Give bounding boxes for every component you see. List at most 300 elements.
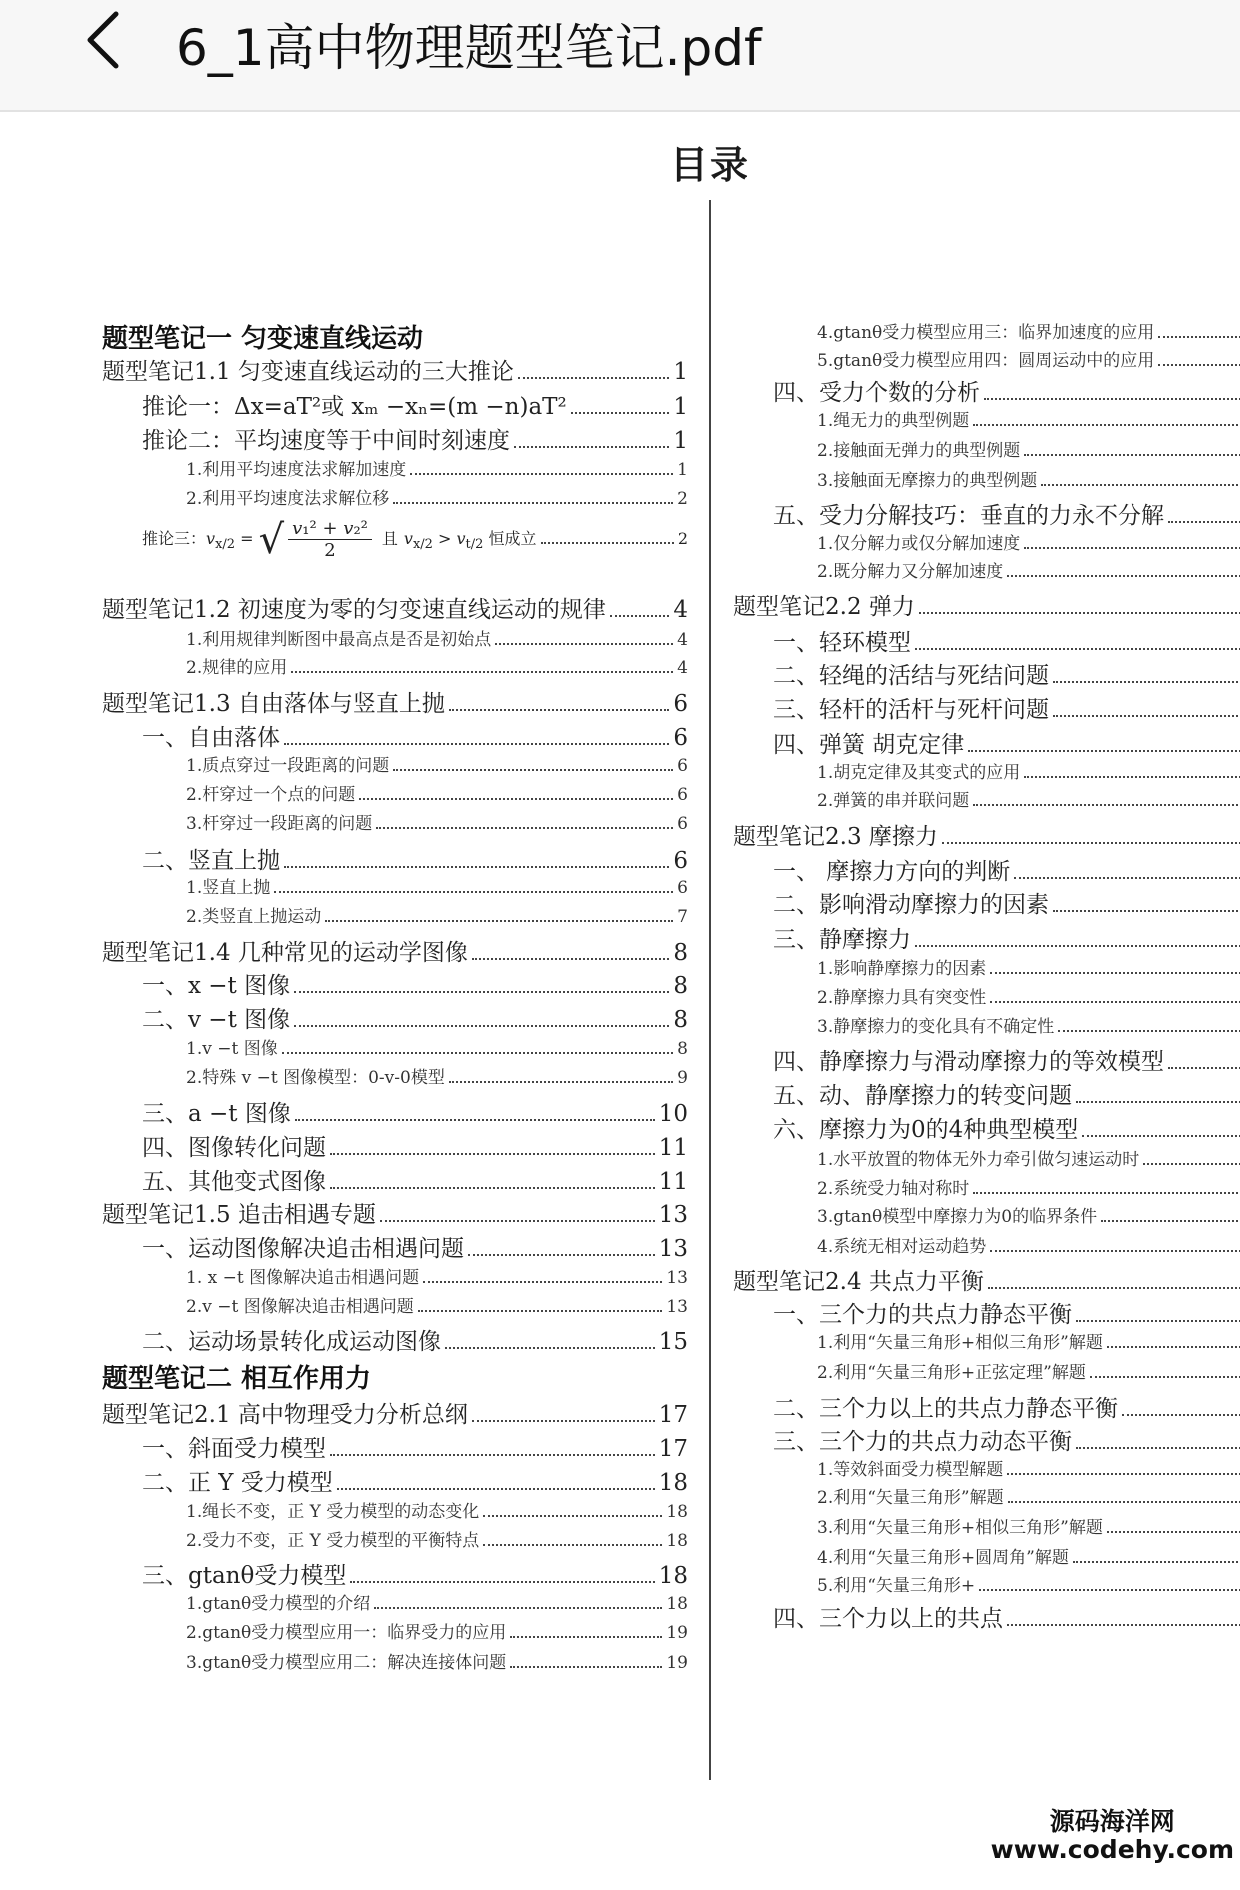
toc-entry-label: 1.绳长不变，正 Y 受力模型的动态变化 bbox=[186, 1502, 480, 1522]
toc-leader-dots bbox=[423, 1281, 662, 1283]
toc-leader-dots bbox=[282, 1052, 673, 1054]
toc-leader-dots bbox=[541, 542, 674, 544]
toc-entry[interactable] bbox=[817, 1145, 1240, 1171]
toc-entry[interactable] bbox=[142, 719, 688, 752]
watermark bbox=[991, 1808, 1234, 1866]
watermark-text: 源码海洋网 bbox=[1049, 1806, 1175, 1836]
toc-entry-label: 一、斜面受力模型 bbox=[142, 1436, 326, 1462]
toc-leader-dots bbox=[968, 750, 1240, 752]
toc-page-number: 2 bbox=[677, 489, 688, 509]
toc-entry-label: 一、运动图像解决追击相遇问题 bbox=[142, 1236, 464, 1262]
toc-entry-label: 四、图像转化问题 bbox=[142, 1135, 326, 1161]
toc-page-number: 1 bbox=[673, 359, 688, 385]
toc-entry-label: 四、静摩擦力与滑动摩擦力的等效模型 bbox=[773, 1049, 1164, 1075]
column-divider bbox=[709, 200, 711, 1780]
toc-leader-dots bbox=[330, 1454, 655, 1456]
pdf-page[interactable] bbox=[0, 112, 1240, 1875]
toc-entry-label: 五、动、静摩擦力的转变问题 bbox=[773, 1083, 1072, 1109]
toc-entry-label: 二、竖直上抛 bbox=[142, 848, 280, 874]
back-button[interactable] bbox=[78, 4, 138, 84]
toc-entry-label: 2.弹簧的串并联问题 bbox=[817, 791, 970, 811]
toc-entry[interactable] bbox=[186, 1589, 688, 1615]
toc-page-number: 8 bbox=[677, 1039, 688, 1059]
toc-page-number: 4 bbox=[673, 597, 688, 623]
toc-entry[interactable] bbox=[186, 902, 688, 928]
toc-leader-dots bbox=[919, 612, 1240, 614]
toc-page-number: 6 bbox=[677, 878, 688, 898]
toc-entry-label: 二、轻绳的活结与死结问题 bbox=[773, 663, 1049, 689]
toc-entry[interactable] bbox=[817, 318, 1240, 344]
toc-entry-label: 题型笔记1.3 自由落体与竖直上抛 bbox=[102, 691, 445, 717]
toc-entry-label: 一、三个力的共点力静态平衡 bbox=[773, 1302, 1072, 1328]
toc-entry[interactable] bbox=[186, 625, 688, 651]
toc-page-number: 13 bbox=[666, 1297, 688, 1317]
toc-entry-tail: 恒成立 bbox=[488, 529, 537, 548]
toc-entry-label: 2.特殊 v −t 图像模型：0-v-0模型 bbox=[186, 1068, 445, 1088]
toc-entry-label: 5.gtanθ受力模型应用四：圆周运动中的应用 bbox=[817, 351, 1155, 371]
toc-page-number: 6 bbox=[673, 848, 688, 874]
toc-entry-label: 2.v −t 图像解决追击相遇问题 bbox=[186, 1297, 414, 1317]
toc-page-number: 13 bbox=[658, 1236, 688, 1262]
toc-entry-label: 1. x −t 图像解决追击相遇问题 bbox=[186, 1268, 420, 1288]
toc-entry-label: 2.静摩擦力具有突变性 bbox=[817, 988, 987, 1008]
toc-entry[interactable] bbox=[142, 842, 688, 875]
toc-leader-dots bbox=[915, 648, 1240, 650]
toc-page-number: 11 bbox=[658, 1169, 688, 1195]
toc-entry[interactable] bbox=[817, 1328, 1240, 1354]
toc-entry[interactable] bbox=[186, 455, 688, 481]
toc-entry[interactable] bbox=[773, 1077, 1240, 1110]
toc-entry[interactable] bbox=[102, 353, 688, 386]
toc-entry-conjunction: 且 bbox=[381, 529, 398, 548]
toc-entry[interactable] bbox=[773, 1390, 1240, 1423]
toc-leader-dots bbox=[483, 1515, 662, 1517]
toc-leader-dots bbox=[988, 1287, 1240, 1289]
toc-entry-label: 3.利用“矢量三角形+相似三角形”解题 bbox=[817, 1518, 1103, 1538]
toc-entry-label: 推论二：平均速度等于中间时刻速度 bbox=[142, 428, 510, 454]
toc-entry-label: 推论三： bbox=[142, 529, 207, 548]
toc-leader-dots bbox=[1014, 877, 1240, 879]
toc-leader-dots bbox=[350, 1581, 654, 1583]
toc-entry[interactable] bbox=[817, 1483, 1240, 1509]
toc-entry-label: 四、三个力以上的共点 bbox=[773, 1606, 1003, 1632]
toc-entry[interactable] bbox=[817, 1513, 1240, 1539]
toc-entry-label: 5.利用“矢量三角形+ bbox=[817, 1576, 976, 1596]
toc-page-number: 1 bbox=[677, 460, 688, 480]
toc-leader-dots bbox=[294, 1025, 669, 1027]
toc-leader-dots bbox=[1076, 1101, 1240, 1103]
toc-leader-dots bbox=[1082, 1135, 1240, 1137]
toc-entry-label: 二、影响滑动摩擦力的因素 bbox=[773, 892, 1049, 918]
toc-entry-label: 五、受力分解技巧：垂直的力永不分解 bbox=[773, 503, 1164, 529]
toc-entry-label: 2.既分解力又分解加速度 bbox=[817, 562, 1004, 582]
toc-entry-label: 一、自由落体 bbox=[142, 725, 280, 751]
toc-entry-label: 2.系统受力轴对称时 bbox=[817, 1179, 970, 1199]
toc-entry-label: 五、其他变式图像 bbox=[142, 1169, 326, 1195]
toc-leader-dots bbox=[1143, 1163, 1240, 1165]
toc-entry[interactable] bbox=[142, 967, 688, 1000]
toc-leader-dots bbox=[1053, 910, 1240, 912]
toc-entry-label: 1.利用规律判断图中最高点是否是初始点 bbox=[186, 630, 492, 650]
toc-leader-dots bbox=[472, 958, 669, 960]
toc-entry-label: 一、轻环模型 bbox=[773, 630, 911, 656]
toc-leader-dots bbox=[571, 412, 670, 414]
toc-leader-dots bbox=[295, 1119, 655, 1121]
toc-page-number: 2 bbox=[677, 529, 688, 548]
toc-entry[interactable] bbox=[186, 1648, 688, 1674]
toc-leader-dots bbox=[393, 769, 673, 771]
toc-leader-dots bbox=[1053, 681, 1240, 683]
toc-leader-dots bbox=[1090, 1376, 1240, 1378]
toc-leader-dots bbox=[1007, 1473, 1240, 1475]
toc-leader-dots bbox=[468, 1254, 655, 1256]
top-bar bbox=[0, 0, 1240, 112]
toc-leader-dots bbox=[483, 1544, 662, 1546]
toc-entry-label: 三、gtanθ受力模型 bbox=[142, 1563, 347, 1589]
toc-page-number: 18 bbox=[666, 1502, 688, 1522]
toc-entry[interactable] bbox=[186, 1526, 688, 1552]
toc-entry[interactable] bbox=[817, 983, 1240, 1009]
toc-entry-label: 1.胡克定律及其变式的应用 bbox=[817, 763, 1021, 783]
toc-entry[interactable] bbox=[142, 1129, 688, 1162]
toc-entry[interactable] bbox=[773, 886, 1240, 919]
toc-leader-dots bbox=[973, 804, 1240, 806]
toc-entry[interactable] bbox=[142, 1001, 688, 1034]
toc-page-number: 19 bbox=[666, 1623, 688, 1643]
toc-entry[interactable] bbox=[773, 1043, 1240, 1076]
toc-page-number: 4 bbox=[677, 658, 688, 678]
watermark-url: www.codehy.com bbox=[990, 1835, 1234, 1865]
toc-leader-dots bbox=[990, 1001, 1240, 1003]
toc-page-number: 18 bbox=[666, 1594, 688, 1614]
toc-leader-dots bbox=[393, 502, 673, 504]
toc-entry-label: 1.绳无力的典型例题 bbox=[817, 411, 970, 431]
toc-leader-dots bbox=[1007, 1624, 1240, 1626]
toc-entry[interactable] bbox=[142, 1095, 688, 1128]
toc-entry[interactable] bbox=[733, 1263, 1240, 1296]
toc-entry-label: 1.仅分解力或仅分解加速度 bbox=[817, 534, 1021, 554]
toc-entry-label: 题型笔记2.1 高中物理受力分析总纲 bbox=[102, 1402, 468, 1428]
toc-entry[interactable] bbox=[773, 1296, 1240, 1329]
toc-entry[interactable] bbox=[817, 1358, 1240, 1384]
toc-leader-dots bbox=[284, 866, 669, 868]
toc-entry[interactable] bbox=[142, 1557, 688, 1590]
toc-leader-dots bbox=[1107, 1346, 1240, 1348]
toc-leader-dots bbox=[445, 1347, 655, 1349]
toc-entry-label: 2.接触面无弹力的典型例题 bbox=[817, 441, 1021, 461]
toc-leader-dots bbox=[514, 446, 669, 448]
toc-page-number: 8 bbox=[673, 973, 688, 999]
toc-entry[interactable] bbox=[773, 657, 1240, 690]
toc-entry-label: 1.质点穿过一段距离的问题 bbox=[186, 756, 390, 776]
toc-leader-dots bbox=[979, 1589, 1240, 1591]
toc-entry-label: 2.类竖直上抛运动 bbox=[186, 907, 322, 927]
toc-entry[interactable] bbox=[817, 557, 1240, 583]
toc-entry[interactable] bbox=[186, 1497, 688, 1523]
toc-leader-dots bbox=[472, 1420, 655, 1422]
toc-entry[interactable] bbox=[186, 873, 688, 899]
toc-entry[interactable] bbox=[186, 1034, 688, 1060]
toc-entry[interactable] bbox=[773, 1600, 1240, 1633]
chevron-left-icon bbox=[78, 4, 138, 84]
toc-entry-label: 4.系统无相对运动趋势 bbox=[817, 1237, 987, 1257]
toc-entry-label: 2.利用“矢量三角形”解题 bbox=[817, 1488, 1004, 1508]
toc-leader-dots bbox=[518, 377, 669, 379]
toc-entry[interactable] bbox=[817, 1174, 1240, 1200]
toc-entry[interactable] bbox=[142, 1323, 688, 1356]
formula-inequality: $v_{x/2} > v_{t/2}$ bbox=[403, 529, 484, 553]
toc-entry[interactable] bbox=[142, 1230, 688, 1263]
toc-entry-label: 题型笔记1.5 追击相遇专题 bbox=[102, 1202, 376, 1228]
toc-entry-label: 题型笔记二 相互作用力 bbox=[102, 1364, 372, 1394]
toc-entry[interactable] bbox=[186, 484, 688, 510]
toc-leader-dots bbox=[330, 1153, 655, 1155]
toc-leader-dots bbox=[1008, 1501, 1240, 1503]
toc-entry[interactable] bbox=[817, 436, 1240, 462]
toc-entry[interactable] bbox=[773, 921, 1240, 954]
toc-leader-dots bbox=[973, 1192, 1240, 1194]
toc-leader-dots bbox=[449, 1081, 673, 1083]
toc-leader-dots bbox=[337, 1488, 655, 1490]
toc-entry-label: 1.gtanθ受力模型的介绍 bbox=[186, 1594, 371, 1614]
toc-entry[interactable] bbox=[773, 624, 1240, 657]
toc-entry-label: 一、x −t 图像 bbox=[142, 973, 291, 999]
toc-entry[interactable] bbox=[817, 1202, 1240, 1228]
toc-entry-label: 二、运动场景转化成运动图像 bbox=[142, 1329, 441, 1355]
toc-leader-dots bbox=[284, 743, 669, 745]
toc-entry[interactable] bbox=[142, 1163, 688, 1196]
toc-leader-dots bbox=[410, 473, 673, 475]
toc-entry[interactable] bbox=[817, 346, 1240, 372]
toc-entry-label: 三、a −t 图像 bbox=[142, 1101, 291, 1127]
toc-leader-dots bbox=[1073, 1561, 1240, 1563]
toc-entry[interactable] bbox=[817, 406, 1240, 432]
toc-page-number: 7 bbox=[677, 907, 688, 927]
toc-entry-label: 题型笔记一 匀变速直线运动 bbox=[102, 324, 424, 354]
toc-entry[interactable] bbox=[186, 751, 688, 777]
toc-leader-dots bbox=[449, 709, 669, 711]
toc-entry-label: 二、正 Y 受力模型 bbox=[142, 1470, 333, 1496]
toc-entry-label: 1.利用平均速度法求解加速度 bbox=[186, 460, 407, 480]
toc-entry[interactable] bbox=[186, 1618, 688, 1644]
toc-left-column bbox=[102, 170, 688, 1890]
toc-entry-label: 1.竖直上抛 bbox=[186, 878, 271, 898]
toc-leader-dots bbox=[1024, 776, 1240, 778]
toc-entry[interactable] bbox=[102, 934, 688, 967]
toc-page-number: 6 bbox=[677, 814, 688, 834]
toc-entry-label: 题型笔记1.2 初速度为零的匀变速直线运动的规律 bbox=[102, 597, 606, 623]
toc-entry[interactable] bbox=[142, 518, 688, 561]
toc-entry[interactable] bbox=[142, 1430, 688, 1463]
toc-entry-label: 2.利用平均速度法求解位移 bbox=[186, 489, 390, 509]
toc-page-number: 13 bbox=[666, 1268, 688, 1288]
toc-entry[interactable] bbox=[142, 388, 688, 421]
toc-leader-dots bbox=[1041, 484, 1240, 486]
toc-entry[interactable] bbox=[773, 1423, 1240, 1456]
toc-leader-dots bbox=[495, 643, 673, 645]
toc-leader-dots bbox=[380, 1220, 655, 1222]
toc-entry[interactable] bbox=[186, 780, 688, 806]
toc-entry-label: 题型笔记2.2 弹力 bbox=[733, 594, 915, 620]
toc-leader-dots bbox=[610, 615, 669, 617]
toc-leader-dots bbox=[418, 1310, 663, 1312]
toc-entry-label: 1.v −t 图像 bbox=[186, 1039, 278, 1059]
toc-entry-label: 1.水平放置的物体无外力牵引做匀速运动时 bbox=[817, 1150, 1140, 1170]
toc-leader-dots bbox=[1024, 547, 1240, 549]
toc-page-number: 6 bbox=[677, 785, 688, 805]
toc-entry[interactable] bbox=[773, 1111, 1240, 1144]
toc-entry[interactable] bbox=[773, 497, 1240, 530]
toc-entry[interactable] bbox=[102, 591, 688, 624]
toc-entry[interactable] bbox=[733, 818, 1240, 851]
toc-leader-dots bbox=[1053, 715, 1240, 717]
toc-page-number: 10 bbox=[658, 1101, 688, 1127]
toc-entry-label: 题型笔记1.4 几种常见的运动学图像 bbox=[102, 940, 468, 966]
toc-entry[interactable] bbox=[817, 1455, 1240, 1481]
toc-page-number: 8 bbox=[673, 940, 688, 966]
toc-page-number: 9 bbox=[677, 1068, 688, 1088]
toc-entry[interactable] bbox=[186, 1292, 688, 1318]
toc-entry[interactable] bbox=[773, 691, 1240, 724]
toc-entry-label: 六、摩擦力为0的4种典型模型 bbox=[773, 1117, 1079, 1143]
toc-entry-label: 题型笔记1.1 匀变速直线运动的三大推论 bbox=[102, 359, 514, 385]
toc-leader-dots bbox=[1158, 364, 1240, 366]
toc-entry[interactable] bbox=[102, 685, 688, 718]
toc-entry-label: 1.利用“矢量三角形+相似三角形”解题 bbox=[817, 1333, 1103, 1353]
toc-heading: 目录 bbox=[669, 142, 750, 187]
toc-entry[interactable] bbox=[817, 758, 1240, 784]
toc-entry-label: 3.gtanθ受力模型应用二：解决连接体问题 bbox=[186, 1653, 507, 1673]
toc-leader-dots bbox=[294, 991, 669, 993]
toc-leader-dots bbox=[1122, 1414, 1240, 1416]
toc-entry-label: 3.杆穿过一段距离的问题 bbox=[186, 814, 373, 834]
toc-entry-label: 4.利用“矢量三角形+圆周角”解题 bbox=[817, 1548, 1069, 1568]
toc-right-column bbox=[733, 170, 1240, 1890]
toc-entry[interactable] bbox=[817, 466, 1240, 492]
toc-leader-dots bbox=[325, 920, 673, 922]
toc-leader-dots bbox=[376, 827, 673, 829]
toc-page-number: 15 bbox=[658, 1329, 688, 1355]
toc-page-number: 1 bbox=[673, 394, 688, 420]
toc-page-number: 18 bbox=[666, 1531, 688, 1551]
toc-entry[interactable] bbox=[186, 653, 688, 679]
toc-entry[interactable] bbox=[733, 588, 1240, 621]
toc-leader-dots bbox=[915, 945, 1240, 947]
toc-leader-dots bbox=[274, 891, 673, 893]
toc-entry-label: 3.接触面无摩擦力的典型例题 bbox=[817, 471, 1038, 491]
toc-leader-dots bbox=[973, 424, 1240, 426]
toc-page-number: 6 bbox=[673, 725, 688, 751]
toc-leader-dots bbox=[1158, 336, 1240, 338]
toc-page-number: 17 bbox=[658, 1436, 688, 1462]
toc-entry-label: 题型笔记2.3 摩擦力 bbox=[733, 824, 938, 850]
toc-entry[interactable] bbox=[186, 1063, 688, 1089]
toc-entry[interactable] bbox=[102, 1358, 371, 1395]
toc-page-number: 18 bbox=[658, 1563, 688, 1589]
toc-leader-dots bbox=[1076, 1447, 1240, 1449]
toc-entry[interactable] bbox=[817, 1571, 1240, 1597]
toc-leader-dots bbox=[990, 1250, 1240, 1252]
toc-page-number: 8 bbox=[673, 1007, 688, 1033]
toc-entry[interactable] bbox=[102, 318, 423, 355]
toc-leader-dots bbox=[1168, 521, 1240, 523]
toc-leader-dots bbox=[374, 1607, 662, 1609]
toc-entry[interactable] bbox=[142, 422, 688, 455]
toc-leader-dots bbox=[330, 1187, 655, 1189]
toc-page-number: 17 bbox=[658, 1402, 688, 1428]
toc-leader-dots bbox=[990, 972, 1240, 974]
toc-entry-label: 四、受力个数的分析 bbox=[773, 380, 980, 406]
toc-entry-label: 4.gtanθ受力模型应用三：临界加速度的应用 bbox=[817, 323, 1155, 343]
toc-entry[interactable] bbox=[142, 1464, 688, 1497]
toc-entry[interactable] bbox=[817, 1543, 1240, 1569]
toc-entry-label: 推论一：Δx=aT²或 xₘ −xₙ=(m −n)aT² bbox=[142, 394, 567, 420]
toc-entry[interactable] bbox=[817, 529, 1240, 555]
toc-page-number: 18 bbox=[658, 1470, 688, 1496]
toc-page-number: 4 bbox=[677, 630, 688, 650]
toc-entry[interactable] bbox=[817, 1232, 1240, 1258]
toc-entry-label: 一、 摩擦力方向的判断 bbox=[773, 859, 1011, 885]
toc-entry-label: 2.受力不变，正 Y 受力模型的平衡特点 bbox=[186, 1531, 480, 1551]
toc-entry[interactable] bbox=[773, 853, 1240, 886]
toc-entry[interactable] bbox=[817, 786, 1240, 812]
formula-sqrt-mean-square-velocity: $v_{x/2}$ = √ $\frac{\text{v₁² + v₂²}}{2}$ bbox=[206, 518, 376, 561]
toc-leader-dots bbox=[984, 398, 1240, 400]
toc-page-number: 13 bbox=[658, 1202, 688, 1228]
toc-leader-dots bbox=[1058, 1030, 1240, 1032]
toc-leader-dots bbox=[1007, 575, 1240, 577]
toc-page-number: 6 bbox=[677, 756, 688, 776]
toc-leader-dots bbox=[1076, 1320, 1240, 1322]
toc-entry-label: 四、弹簧 胡克定律 bbox=[773, 732, 965, 758]
toc-leader-dots bbox=[510, 1636, 662, 1638]
toc-leader-dots bbox=[1024, 454, 1240, 456]
toc-entry-label: 三、轻杆的活杆与死杆问题 bbox=[773, 697, 1049, 723]
toc-leader-dots bbox=[1101, 1220, 1240, 1222]
toc-leader-dots bbox=[291, 671, 673, 673]
toc-entry[interactable] bbox=[102, 1196, 688, 1229]
toc-entry[interactable] bbox=[186, 809, 688, 835]
toc-entry[interactable] bbox=[817, 954, 1240, 980]
toc-entry-label: 1.等效斜面受力模型解题 bbox=[817, 1460, 1004, 1480]
toc-entry-label: 3.静摩擦力的变化具有不确定性 bbox=[817, 1017, 1055, 1037]
document-title: 6_1高中物理题型笔记.pdf bbox=[176, 19, 762, 77]
toc-leader-dots bbox=[1107, 1531, 1240, 1533]
toc-entry-label: 2.gtanθ受力模型应用一：临界受力的应用 bbox=[186, 1623, 507, 1643]
toc-leader-dots bbox=[510, 1666, 662, 1668]
toc-entry[interactable] bbox=[773, 726, 1240, 759]
toc-entry-label: 三、静摩擦力 bbox=[773, 927, 911, 953]
toc-entry[interactable] bbox=[186, 1263, 688, 1289]
toc-leader-dots bbox=[1168, 1067, 1240, 1069]
toc-page-number: 11 bbox=[658, 1135, 688, 1161]
toc-entry-label: 二、v −t 图像 bbox=[142, 1007, 291, 1033]
toc-leader-dots bbox=[359, 798, 673, 800]
toc-leader-dots bbox=[942, 842, 1240, 844]
toc-entry-label: 题型笔记2.4 共点力平衡 bbox=[733, 1269, 984, 1295]
toc-page-number: 6 bbox=[673, 691, 688, 717]
toc-entry[interactable] bbox=[102, 1396, 688, 1429]
toc-page-number: 19 bbox=[666, 1653, 688, 1673]
toc-page-number: 1 bbox=[673, 428, 688, 454]
toc-entry-label: 二、三个力以上的共点力静态平衡 bbox=[773, 1396, 1118, 1422]
toc-entry-label: 2.杆穿过一个点的问题 bbox=[186, 785, 356, 805]
toc-entry-label: 2.规律的应用 bbox=[186, 658, 288, 678]
toc-entry-label: 1.影响静摩擦力的因素 bbox=[817, 959, 987, 979]
toc-entry-label: 三、三个力的共点力动态平衡 bbox=[773, 1429, 1072, 1455]
toc-entry[interactable] bbox=[817, 1012, 1240, 1038]
toc-entry[interactable] bbox=[773, 374, 1240, 407]
